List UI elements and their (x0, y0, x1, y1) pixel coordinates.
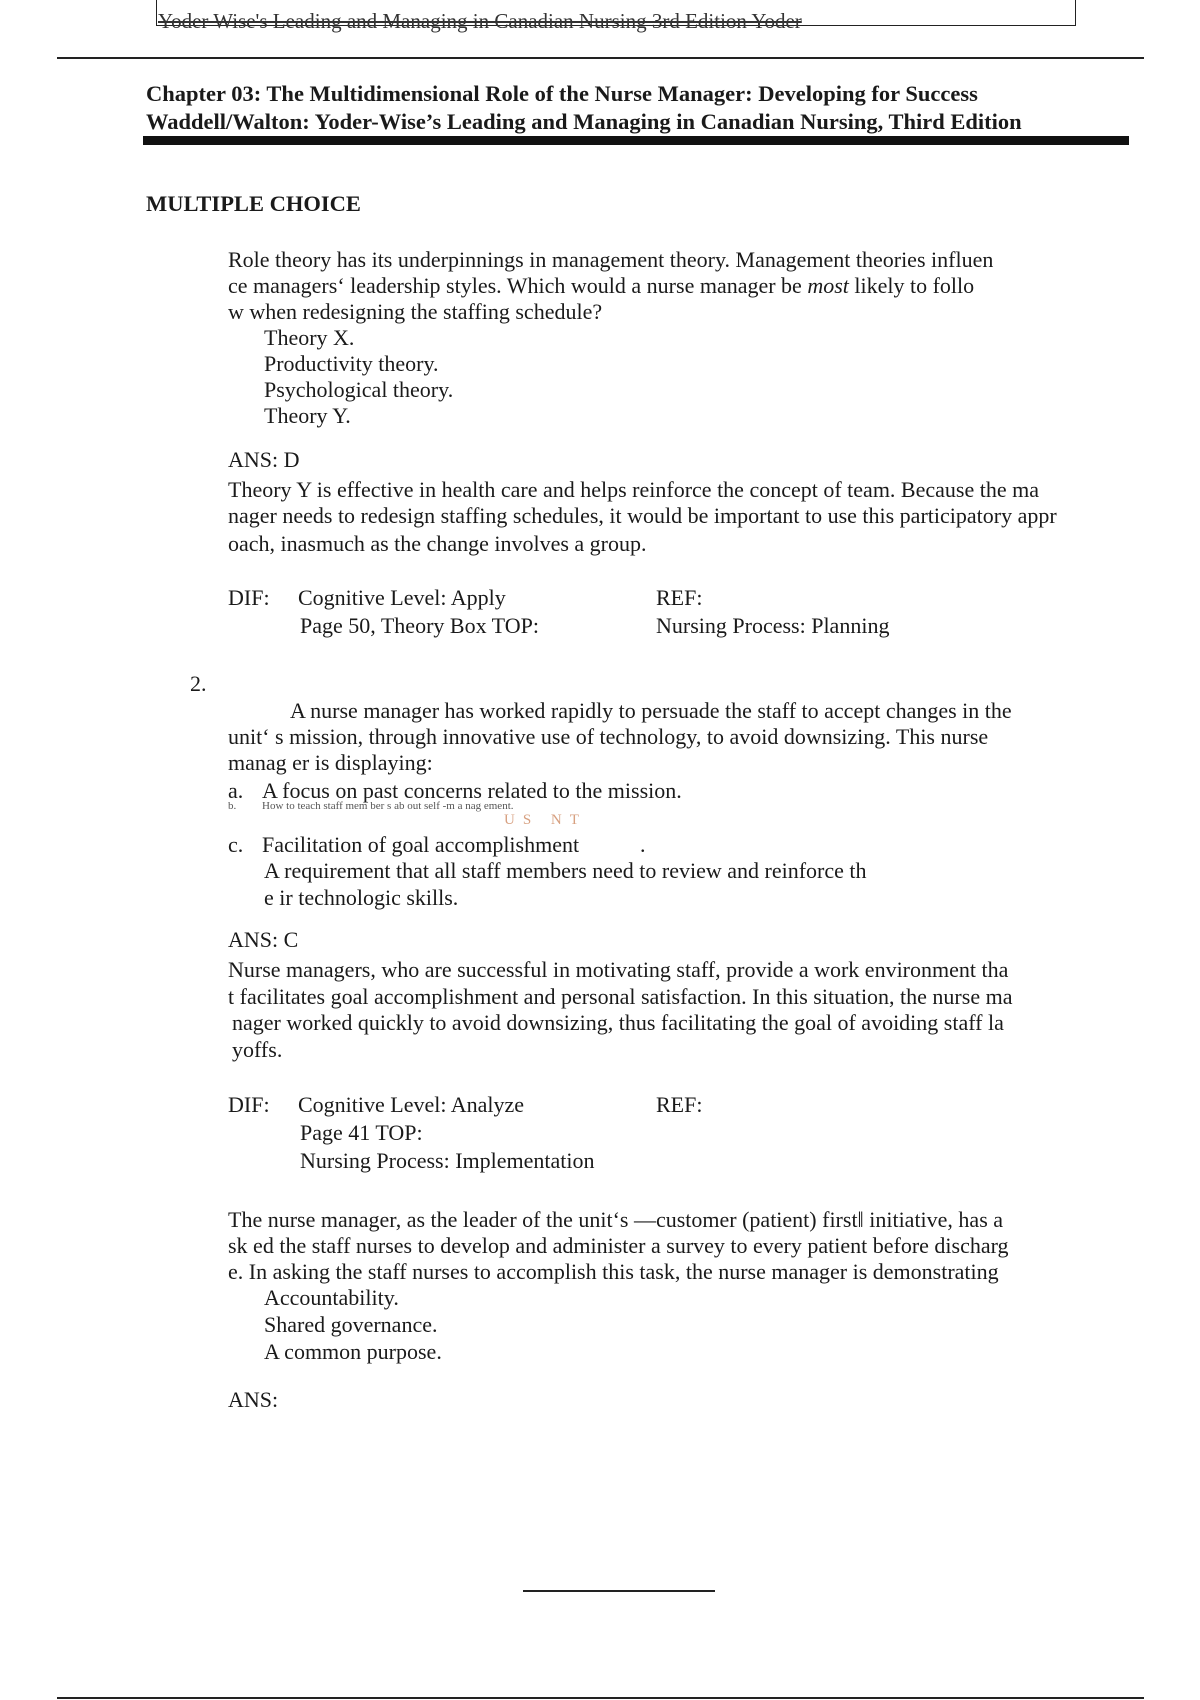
heading-rule (143, 136, 1129, 145)
footer-underline (523, 1590, 715, 1592)
q1-option-c: Psychological theory. (264, 377, 454, 402)
q3-stem-line-2: sk ed the staff nurses to develop and administer a survey to every patient before discharg (228, 1233, 1009, 1258)
q2-rationale-line-4: yoffs. (232, 1037, 283, 1062)
bottom-rule (57, 1697, 1144, 1699)
q2-stem-line-1: A nurse manager has worked rapidly to persuade the staff to accept changes in the (290, 698, 1012, 723)
q2-rationale-line-1: Nurse managers, who are successful in motivating staff, provide a work environment tha (228, 957, 1009, 982)
top-rule (57, 57, 1144, 59)
q2-option-a-letter: a. (228, 778, 244, 803)
q2-page-ref: Page 41 TOP: (300, 1120, 423, 1145)
q2-option-c-letter: c. (228, 832, 244, 857)
q3-stem-line-3: e. In asking the staff nurses to accomplish this task, the nurse manager is demonstrating (228, 1259, 999, 1284)
q1-rationale-line-3: oach, inasmuch as the change involves a group. (228, 531, 647, 556)
q1-nursing-process: Nursing Process: Planning (656, 613, 890, 638)
q2-number: 2. (190, 671, 207, 696)
q3-option-a: Accountability. (264, 1285, 399, 1310)
q1-option-d: Theory Y. (264, 403, 351, 428)
q2-dif-value: Cognitive Level: Analyze (298, 1092, 525, 1117)
q2-rationale-line-3: nager worked quickly to avoid downsizing, thus facilitating the goal of avoiding staff la (232, 1010, 1004, 1035)
q1-dif-label: DIF: (228, 585, 270, 610)
q2-option-b-letter: b. (228, 800, 237, 812)
q2-option-c: Facilitation of goal accomplishment (262, 832, 580, 857)
book-title: Waddell/Walton: Yoder-Wise’s Leading and Managing in Canadian Nursing, Third Edition (146, 109, 1022, 134)
q2-dif-label: DIF: (228, 1092, 270, 1117)
q3-option-b: Shared governance. (264, 1312, 438, 1337)
q1-option-b: Productivity theory. (264, 351, 439, 376)
q1-rationale-line-1: Theory Y is effective in health care and helps reinforce the concept of team. Because the ma (228, 477, 1039, 502)
q2-option-c-dot: . (640, 832, 646, 857)
q2-option-d-line-1: A requirement that all staff members need to review and reinforce th (264, 858, 867, 883)
q2-stem-line-3: manag er is displaying: (228, 750, 433, 775)
q1-ref-label: REF: (656, 585, 703, 610)
q2-option-a: A focus on past concerns related to the mission. (262, 778, 682, 803)
q1-rationale-line-2: nager needs to redesign staffing schedules, it would be important to use this participatory appr (228, 503, 1057, 528)
q1-stem-line-3: w when redesigning the staffing schedule? (228, 299, 603, 324)
q3-answer: ANS: (228, 1387, 279, 1412)
q2-ref-label: REF: (656, 1092, 703, 1117)
q1-option-a: Theory X. (264, 325, 355, 350)
q1-page-ref: Page 50, Theory Box TOP: (300, 613, 539, 638)
q1-dif-value: Cognitive Level: Apply (298, 585, 506, 610)
emphasis-most: most (807, 273, 849, 298)
q2-answer: ANS: C (228, 927, 299, 952)
q1-answer: ANS: D (228, 447, 300, 472)
q1-stem-line-2: ce managers‘ leadership styles. Which would a nurse manager be most likely to follo (228, 273, 975, 298)
running-header: Yoder Wise's Leading and Managing in Canadian Nursing 3rd Edition Yoder (158, 9, 802, 33)
q2-option-d-line-2: e ir technologic skills. (264, 885, 459, 910)
q2-nursing-process: Nursing Process: Implementation (300, 1148, 595, 1173)
q1-stem-line-1: Role theory has its underpinnings in management theory. Management theories influen (228, 247, 994, 272)
chapter-title: Chapter 03: The Multidimensional Role of the Nurse Manager: Developing for Success (146, 81, 978, 106)
section-title: MULTIPLE CHOICE (146, 191, 361, 216)
q2-option-b: How to teach staff mem ber s ab out self -m a nag ement. (262, 800, 514, 812)
q2-stem-line-2: unit‘ s mission, through innovative use of technology, to avoid downsizing. This nurse (228, 724, 989, 749)
q3-stem-line-1: The nurse manager, as the leader of the unit‘s ―customer (patient) first‖ initiative, has a (228, 1207, 1004, 1232)
q3-option-c: A common purpose. (264, 1339, 442, 1364)
watermark-stamp: US NT (504, 812, 587, 828)
q2-rationale-line-2: t facilitates goal accomplishment and personal satisfaction. In this situation, the nurse ma (228, 984, 1013, 1009)
